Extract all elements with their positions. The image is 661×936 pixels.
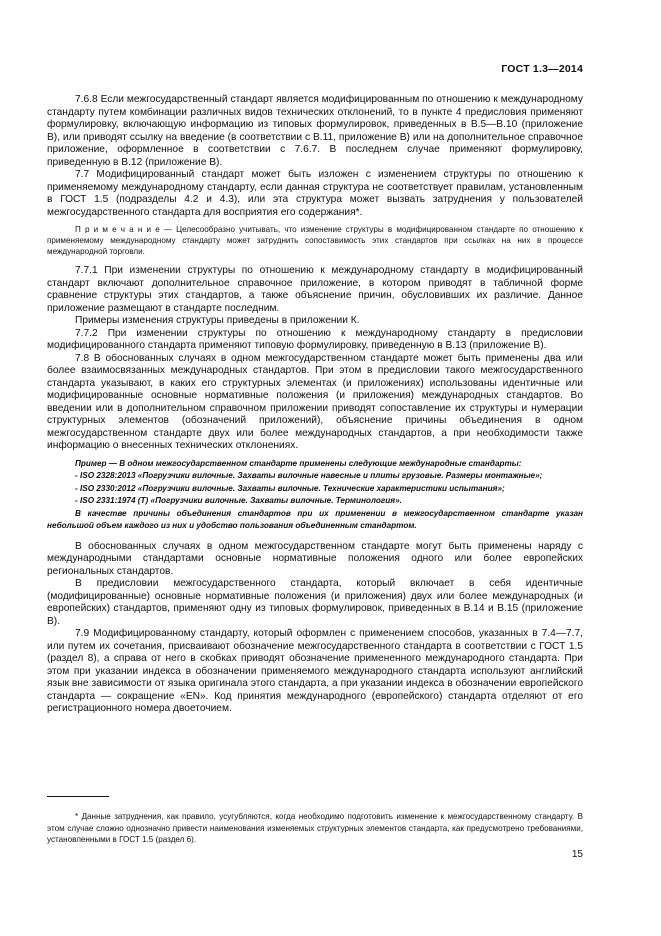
paragraph-7-7: 7.7 Модифицированный стандарт может быть изложен с изменением структуры по отношению к применяемому международному стандарту, если данная структура не соответствует правилам, установленным в ГОСТ 1.5 (подразделы 4.2 и 4.3), или эта структура может вызвать затруднения у пользователей межгосударственного стандарта для восприятия его содержания*. — [47, 169, 583, 218]
example-item-iso-2328: - ISO 2328:2013 «Погрузчики вилочные. Захваты вилочные навесные и плиты грузовые. Размеры монтажные»; — [75, 471, 543, 480]
example-intro: Пример — В одном межгосударственном стандарте применены следующие международные стандарты: — [75, 458, 522, 468]
footnote-divider — [47, 796, 109, 797]
example-conclusion: В качестве причины объединения стандартов при их применении в межгосударственном стандарте указан небольшой объем каждого из них и удобство пользования объединенным стандартом. — [47, 508, 583, 530]
example-item-iso-2331: - ISO 2331:1974 (Т) «Погрузчики вилочные. Захваты вилочные. Терминология». — [75, 496, 402, 505]
page-number: 15 — [571, 849, 583, 860]
paragraph-7-7-2: 7.7.2 При изменении структуры по отношению к международному стандарту в предисловии модифицированного стандарта применяют типовую формулировку, приведенную в В.13 (приложение В). — [47, 327, 583, 351]
paragraph-7-8: 7.8 В обоснованных случаях в одном межгосударственном стандарте может быть применены два или более взаимосвязанных международных стандартов. При этом в предисловии такого межгосударственного стандарта указывают, в каких его структурных элементах (и приложениях) использованы идентичные или модифицированные основные нормативные положения (и приложения) международных стандартов. Во введении или в дополнительном справочном приложении приводят сопоставление их структуры и нумерации структурных элементов (обозначений приложений), объяснение причины объединения в одном межгосударственном стандарте двух или более международных стандартов, а при необходимости также информацию о внесенных технических отклонениях. — [47, 352, 583, 451]
note: П р и м е ч а н и е — Целесообразно учитывать, что изменение структуры в модифицированном стандарте по отношению к применяемому международному стандарту может затруднить сопоставимость этих стандартов при ссылках на них в процессе международной торговли. — [47, 225, 583, 256]
main-text — [47, 94, 583, 716]
paragraph-7-9: 7.9 Модифицированному стандарту, который оформлен с применением способов, указанных в 7.4—7.7, или путем их сочетания, присваивают обозначение межгосударственного стандарта в соответствии с ГОСТ 1.5 (раздел 8), а справа от него в скобках приводят обозначение примененного международного стандарта. При этом при указании индекса в обозначении применяемого международного стандарта используют английский язык вне зависимости от языка оригинала этого стандарта, а при указании индекса в обозначении европейского стандарта — сокращение «EN». Код принятия международного (европейского) стандарта отделяют от его регистрационного номера двоеточием. — [47, 628, 583, 714]
document-code-header: ГОСТ 1.3—2014 — [501, 63, 583, 75]
paragraph-european-standards: В обоснованных случаях в одном межгосударственном стандарте могут быть применены наряду с международными стандартами основные нормативные положения одного или более европейских региональных стандартов. — [47, 540, 583, 577]
footnote: * Данные затруднения, как правило, усугубляются, когда необходимо подготовить изменение к межгосударственному стандарту. В этом случае сложно однозначно привести наименования изменяемых структурных элементов стандарта, как предусмотрено требованиями, установленными в ГОСТ 1.5 (раздел 6). — [47, 812, 583, 845]
paragraph-7-6-8: 7.6.8 Если межгосударственный стандарт является модифицированным по отношению к международному стандарту путем комбинации различных видов технических отклонений, то в пункте 4 предисловия применяют формулировку, включающую информацию из типовых формулировок, приведенных в В.5—В.10 (приложение В), или приводят ссылку на введение (в соответствии с В.11, приложение В) или на дополнительное справочное приложение, оформленное в соответствии с 7.6.7. В последнем случае применяют формулировку, приведенную в В.12 (приложение В). — [47, 94, 583, 168]
paragraph-examples-reference: Примеры изменения структуры приведены в приложении К. — [75, 315, 360, 326]
paragraph-preface-wording: В предисловии межгосударственного стандарта, который включает в себя идентичные (модифицированные) основные нормативные положения (и приложения) двух или более международных (и европейских) стандартов, применяют одну из типовых формулировок, приведенных в В.14 и В.15 (приложение В). — [47, 578, 583, 627]
paragraph-7-7-1: 7.7.1 При изменении структуры по отношению к международному стандарту в модифицированный стандарт включают дополнительное справочное приложение, в котором приводят в табличной форме сравнение структуры этих стандартов, а также объяснение причин, обусловивших их различие. Данное приложение размещают в стандарте последним. — [47, 265, 583, 314]
example-item-iso-2330: - ISO 2330:2012 «Погрузчики вилочные. Захваты вилочные. Технические характеристики испытания»; — [75, 483, 505, 493]
